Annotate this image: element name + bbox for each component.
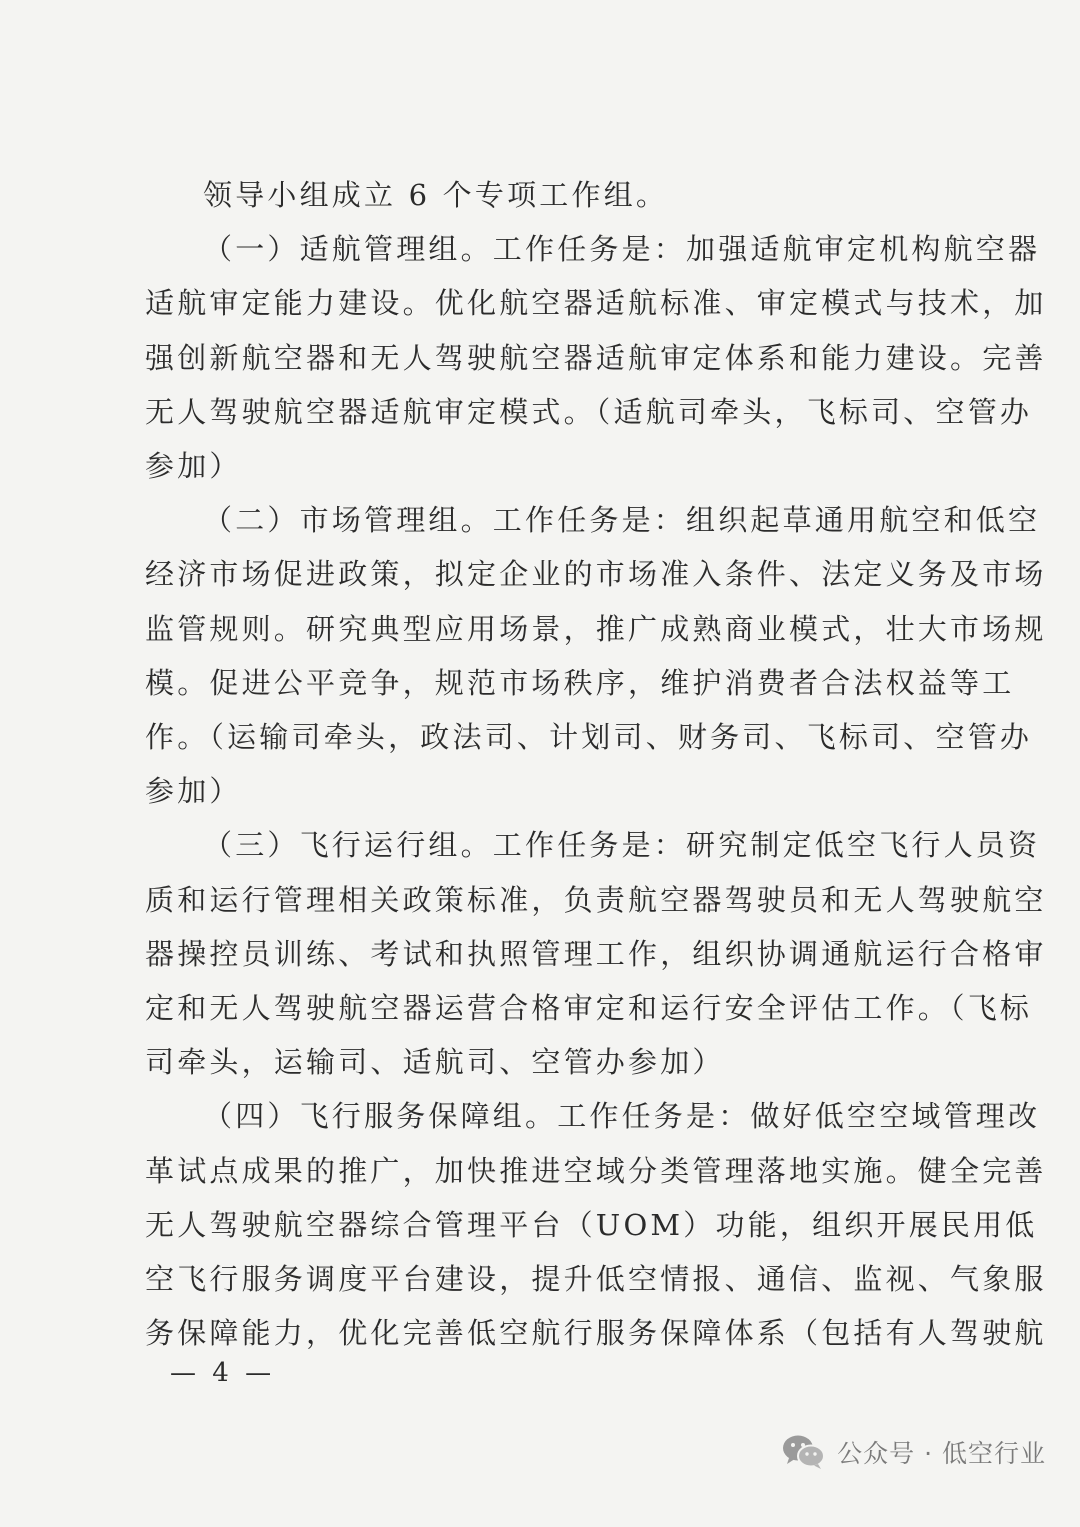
text-line: （三）飞行运行组。工作任务是：研究制定低空飞行人员资 bbox=[203, 828, 1041, 863]
document-body bbox=[145, 168, 1047, 1360]
text-line: （四）飞行服务保障组。工作任务是：做好低空空域管理改 bbox=[203, 1099, 1041, 1134]
text-line: （一）适航管理组。工作任务是：加强适航审定机构航空器 bbox=[203, 232, 1041, 267]
text-line: 无人驾驶航空器综合管理平台（UOM）功能，组织开展民用低 bbox=[145, 1207, 1038, 1242]
text-line: 参加） bbox=[145, 449, 242, 484]
text-line: 参加） bbox=[145, 774, 242, 809]
paragraph-flight-operations-group bbox=[145, 818, 1047, 1089]
paragraph-intro bbox=[145, 168, 945, 222]
text-line: 强创新航空器和无人驾驶航空器适航审定体系和能力建设。完善 bbox=[145, 340, 1047, 375]
wechat-icon bbox=[781, 1432, 827, 1472]
text-line: 空飞行服务调度平台建设，提升低空情报、通信、监视、气象服 bbox=[145, 1262, 1047, 1297]
text-line: 器操控员训练、考试和执照管理工作，组织协调通航运行合格审 bbox=[145, 936, 1047, 971]
text-line: 适航审定能力建设。优化航空器适航标准、审定模式与技术，加 bbox=[145, 286, 1047, 321]
paragraph-airworthiness-group bbox=[145, 222, 1047, 493]
page-number: — 4 — bbox=[170, 1358, 276, 1388]
text-line: 务保障能力，优化完善低空航行服务保障体系（包括有人驾驶航 bbox=[145, 1316, 1047, 1351]
wechat-watermark bbox=[781, 1432, 1046, 1472]
text-line: 经济市场促进政策，拟定企业的市场准入条件、法定义务及市场 bbox=[145, 557, 1047, 592]
watermark-text: 公众号 · 低空行业 bbox=[837, 1439, 1046, 1468]
text-line: 作。（运输司牵头，政法司、计划司、财务司、飞标司、空管办 bbox=[145, 720, 1033, 755]
text-line: 定和无人驾驶航空器运营合格审定和运行安全评估工作。（飞标 bbox=[145, 991, 1033, 1026]
text-line: （二）市场管理组。工作任务是：组织起草通用航空和低空 bbox=[203, 503, 1041, 538]
text-line: 模。促进公平竞争，规范市场秩序，维护消费者合法权益等工 bbox=[145, 665, 1015, 700]
text-line: 质和运行管理相关政策标准，负责航空器驾驶员和无人驾驶航空 bbox=[145, 882, 1047, 917]
text-line: 监管规则。研究典型应用场景，推广成熟商业模式，壮大市场规 bbox=[145, 611, 1047, 646]
text-line: 司牵头，运输司、适航司、空管办参加） bbox=[145, 1045, 725, 1080]
text-line: 领导小组成立 6 个专项工作组。 bbox=[203, 178, 669, 212]
paragraph-market-group bbox=[145, 493, 1047, 818]
paragraph-flight-services-group bbox=[145, 1089, 1047, 1360]
text-line: 革试点成果的推广，加快推进空域分类管理落地实施。健全完善 bbox=[145, 1153, 1047, 1188]
text-line: 无人驾驶航空器适航审定模式。（适航司牵头，飞标司、空管办 bbox=[145, 394, 1033, 429]
